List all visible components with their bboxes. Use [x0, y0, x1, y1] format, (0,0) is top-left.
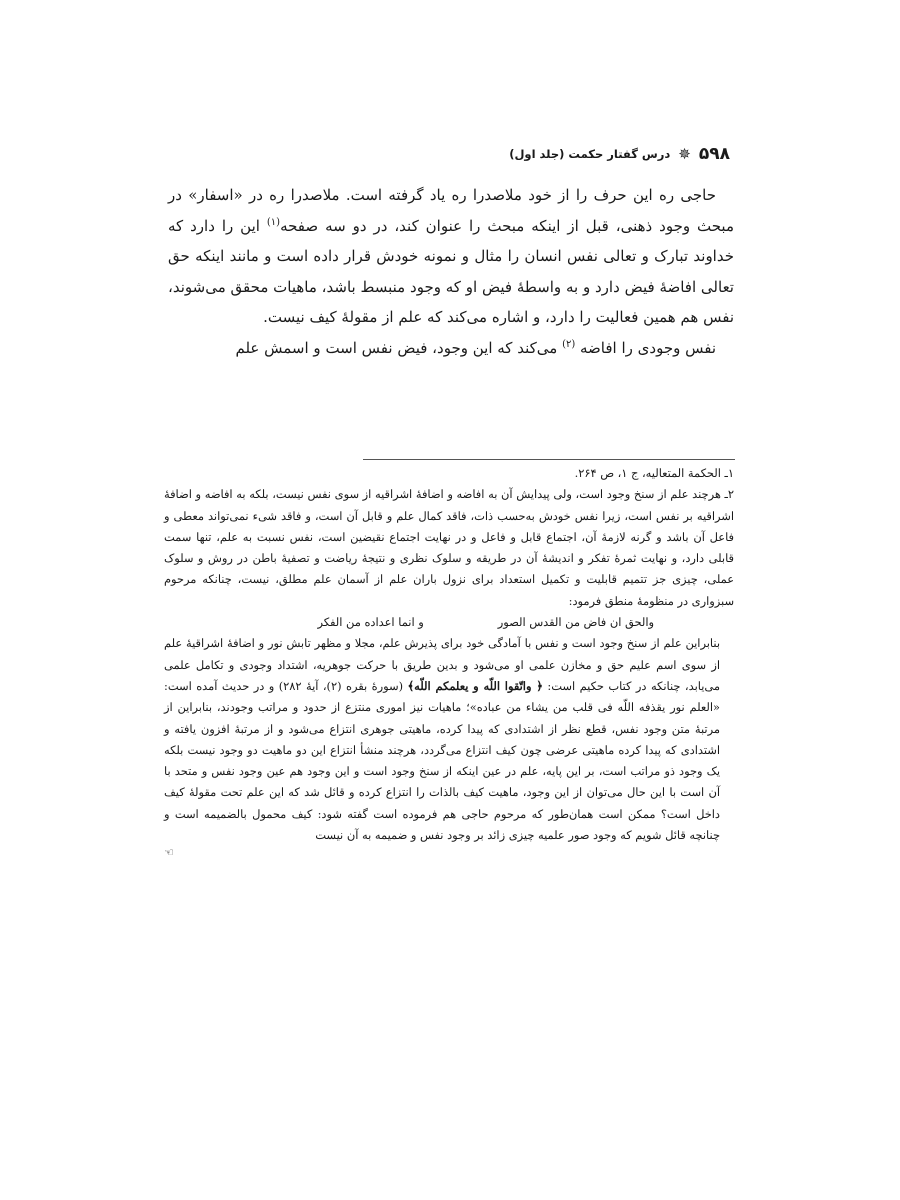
footnote-divider — [363, 459, 735, 460]
footnote-2-continued: بنابراین علم از سنخ وجود است و نفس با آمادگی خود برای پذیرش علم، مجلا و مظهر تابش نور و اضافهٔ اشراقیهٔ علم از سوی اسم علیم حق و مخازن علمی او می‌شود و بدین طریق با حرکت جوهریه، اشتداد وجودی و تکامل علمی می‌یابد، چنانکه در کتاب حکیم است: ﴿ واتّقوا اللّه و یعلمکم اللّه﴾ (سورهٔ بقره (۲)، آیهٔ ۲۸۲) و در حدیث آمده است: «العلم نور یقذفه اللّه فی قلب من یشاء من عباده»؛ ماهیات نیز اموری منتزع از حدود و مراتب وجودند، بنابراین از مرتبهٔ متن وجود نفس، قطع نظر از اشتدادی که پیدا کرده، ماهیتی جوهری انتزاع می‌شود و از مرتبهٔ افزون یافته و اشتدادی که پیدا کرده ماهیتی عرضی چون کیف انتزاع می‌گردد، هرچند منشأ انتزاع این دو ماهیت دو وجود نیست بلکه یک وجود ذو مراتب است، بر این پایه، علم در عین اینکه از سنخ وجود است و این وجود هم عین وجود نفس و متحد با آن است با این حال می‌توان از این وجود، ماهیت کیف بالذات را انتزاع کرده و قائل شد که این علم تحت مقولهٔ کیف داخل است؟ ممکن است همان‌طور که مرحوم حاجی هم فرموده است گفته شود: کیف محمول بالضمیمه است و چنانچه قائل شویم که وجود صور علمیه چیزی زائد بر وجود نفس و ضمیمه به آن نیست — [164, 636, 720, 843]
poem-hemistich-1: والحق ان فاض من القدس الصور — [497, 615, 654, 630]
ornament-icon: ✵ — [678, 145, 691, 163]
continued-hand-icon: ☜ — [164, 846, 174, 860]
book-title: درس گفتار حکمت (جلد اول) — [509, 147, 671, 161]
main-paragraph-2: نفس وجودی را افاضه $^{(۲)}$ می‌کند که این وجود، فیض نفس است و اسمش علم — [235, 338, 716, 357]
footnote-ref-1: (۱) — [266, 216, 281, 228]
main-paragraph-1: حاجی ره این حرف را از خود ملاصدرا ره یاد گرفته است. ملاصدرا ره در «اسفار» در مبحث وجود ذهنی، قبل از اینکه مبحث را عنوان کند، در دو سه صفحه$^{(۱)}$ این را دارد که خداوند تبارک و تعالی نفس انسان را مثال و نمونه خودش قرار داده است و مانند اینکه حق تعالی افاضهٔ فیض دارد و به واسطهٔ فیض او که وجود منبسط باشد، ماهیات محقق می‌شوند، نفس هم همین فعالیت را دارد، و اشاره می‌کند که علم از مقولهٔ کیف نیست. — [168, 186, 734, 326]
main-text — [168, 180, 734, 363]
poem-hemistich-2: و انما اعداده من الفکر — [317, 615, 424, 630]
footnote-2: ۲ـ هرچند علم از سنخ وجود است، ولی پیدایش آن به افاضه و اضافهٔ اشراقیه از سوی نفس نیست، بلکه به افاضه و اضافهٔ اشراقیه بر نفس است، زیرا نفس خودش به‌حسب ذات، فاقد کمال علم و قابل آن است، و فاقد شیء نمی‌تواند معطی و فاعل آن باشد و گرنه لازمهٔ آن، اجتماع قابل و فاعل و در نهایت اجتماع نقیضین است، نفس نسبت به علم، تنها سمت قابلی دارد، و نهایت ثمرهٔ تفکر و اندیشهٔ آن در طریقه و سلوک نظری و نتیجهٔ ریاضت و تصفیهٔ باطن در روش و سلوک عملی، چیزی جز تتمیم قابلیت و تکمیل استعداد برای نزول باران علم از آسمان علم مطلق، نیست، چنانکه مرحوم سبزواری در منظومهٔ منطق فرمود: — [164, 487, 734, 608]
footnote-ref-2: (۲) — [562, 338, 576, 350]
running-header — [170, 144, 730, 164]
page-number: ۵۹۸ — [698, 144, 730, 164]
poem-verse — [164, 612, 734, 633]
quran-quote: ﴿ واتّقوا اللّه و یعلمکم اللّه﴾ — [407, 678, 543, 693]
footnotes — [164, 463, 734, 859]
footnote-1: ۱ـ الحکمة المتعالیه، ج ۱، ص ۲۶۴. — [574, 466, 734, 480]
